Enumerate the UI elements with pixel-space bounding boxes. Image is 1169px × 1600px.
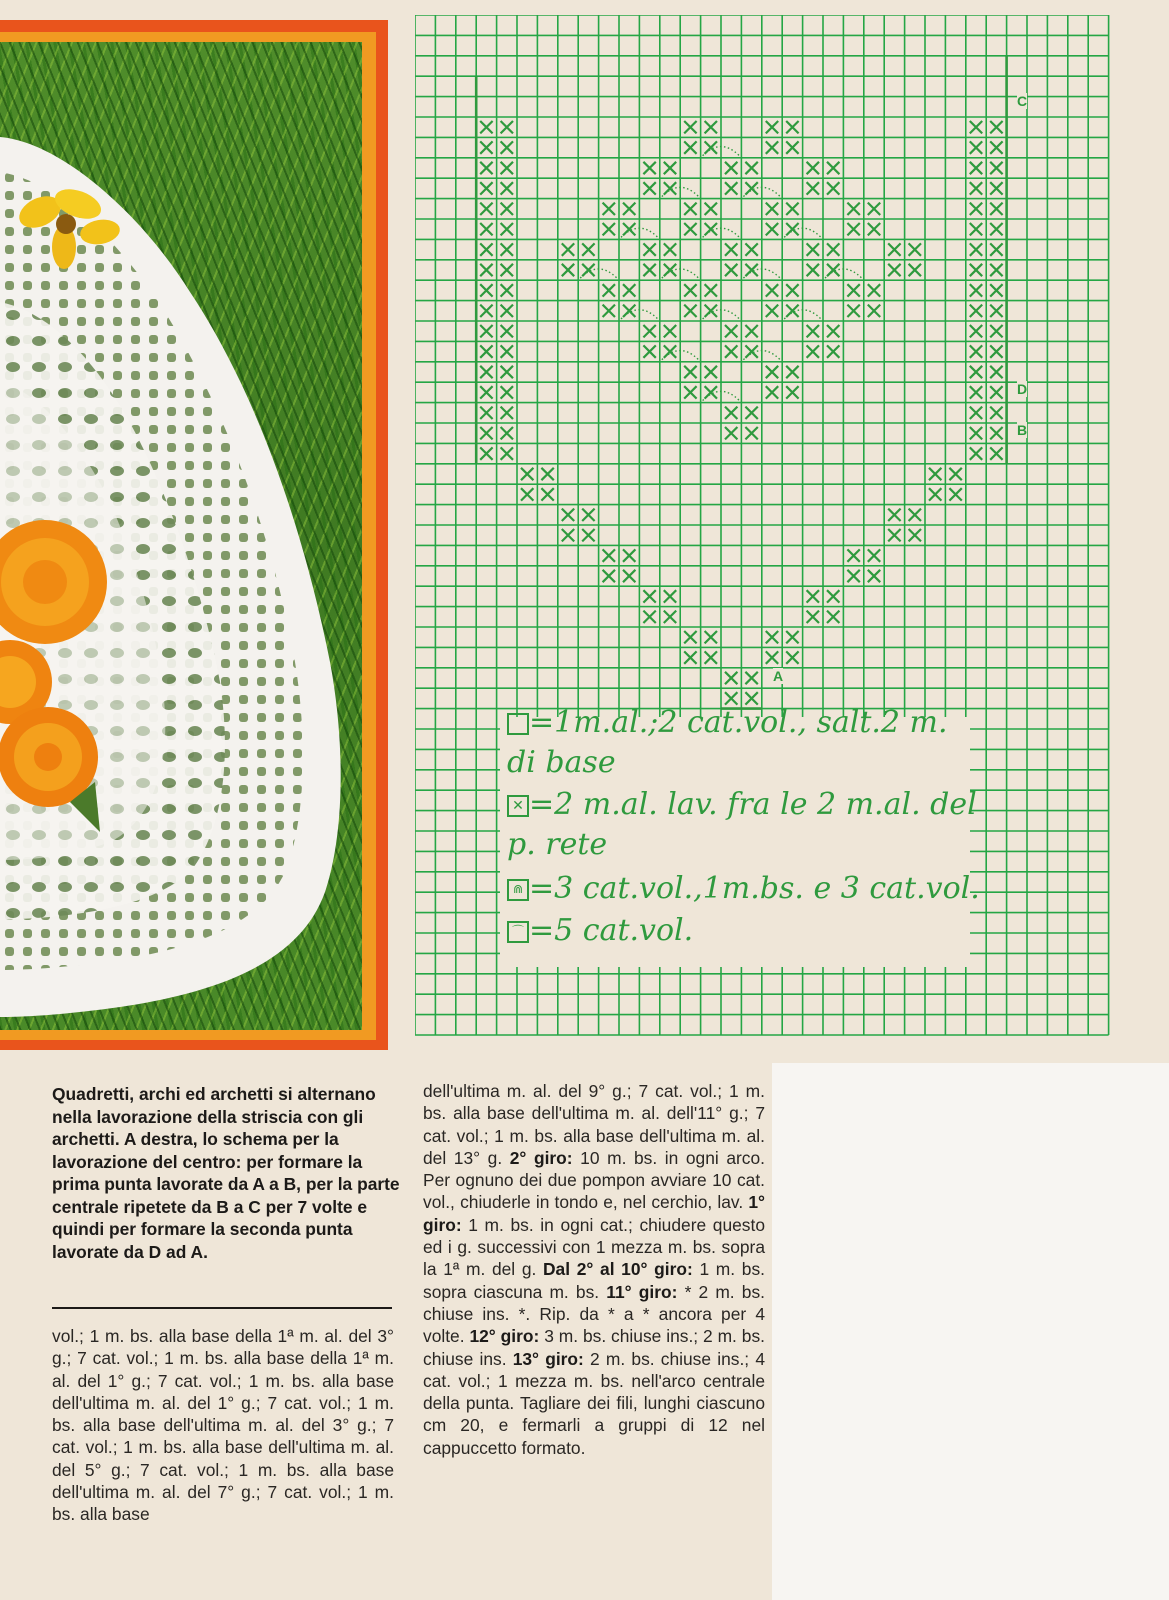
- filled-block: [600, 281, 618, 299]
- filled-block: [804, 240, 822, 258]
- filled-block: [681, 302, 699, 320]
- filled-block: [498, 118, 516, 136]
- filled-block: [763, 138, 781, 156]
- filled-block: [844, 220, 862, 238]
- filled-block: [763, 383, 781, 401]
- filled-block: [844, 200, 862, 218]
- marker-b: B: [1017, 422, 1028, 438]
- filled-block: [477, 240, 495, 258]
- filled-block: [906, 240, 924, 258]
- filled-block: [681, 220, 699, 238]
- filled-block: [885, 506, 903, 524]
- filled-block: [661, 159, 679, 177]
- round-heading: 12° giro:: [469, 1326, 540, 1347]
- filled-block: [967, 220, 985, 238]
- filled-block: [804, 179, 822, 197]
- filled-block: [967, 444, 985, 462]
- filled-block: [579, 506, 597, 524]
- filled-block: [640, 159, 658, 177]
- legend-row-1b: [507, 745, 616, 780]
- legend-text-1a: =1m.al.;2 cat.vol., salt.2 m.: [529, 705, 948, 740]
- filled-block: [824, 240, 842, 258]
- legend-row-2: [507, 787, 977, 822]
- body-run: dell'ultima m. al. del 9° g.; 7 cat. vol.; 1 m. bs. alla base dell'ultima m. al. dell'11° g.; 7 cat. vol.; 1 m. bs. alla base dell'ultima m. al. del 13° g.: [423, 1081, 765, 1168]
- filled-block: [640, 587, 658, 605]
- filled-block: [600, 200, 618, 218]
- filled-block: [477, 404, 495, 422]
- filled-block: [661, 608, 679, 626]
- filled-block: [702, 200, 720, 218]
- filled-block: [824, 179, 842, 197]
- filled-block: [967, 302, 985, 320]
- filled-block: [844, 567, 862, 585]
- filled-block: [967, 404, 985, 422]
- filet-chart: [415, 15, 1135, 1055]
- filled-block: [498, 240, 516, 258]
- filled-block: [477, 444, 495, 462]
- photo-frame: [0, 20, 388, 1050]
- marker-a: A: [773, 668, 784, 684]
- filled-block: [987, 281, 1005, 299]
- legend-row-4: [507, 913, 693, 948]
- filled-block: [987, 444, 1005, 462]
- filled-block: [498, 342, 516, 360]
- filled-block: [477, 200, 495, 218]
- caption-divider: [52, 1307, 392, 1309]
- filled-block: [987, 404, 1005, 422]
- filled-block: [681, 363, 699, 381]
- filled-block: [946, 465, 964, 483]
- filled-block: [620, 567, 638, 585]
- arc-stitch-icon: ⌒: [507, 921, 529, 943]
- filled-block: [824, 608, 842, 626]
- figure-caption: Quadretti, archi ed archetti si alternano nella lavorazione della striscia con gli archetti. A destra, lo schema per la lavorazione del centro: per formare la prima punta lavorate da A a B, per la parte centrale ripetete da B a C per 7 volte e quindi per formare la seconda punta lavorate da D ad A.: [52, 1084, 400, 1262]
- filled-block: [906, 526, 924, 544]
- filled-block: [906, 506, 924, 524]
- filled-block: [987, 322, 1005, 340]
- body-run: * 2 m. bs. chiuse ins. *. Rip. da * a * ancora per 4 volte.: [423, 1281, 765, 1347]
- filled-block: [804, 261, 822, 279]
- filled-block: [987, 342, 1005, 360]
- filled-block: [722, 322, 740, 340]
- body-run: 3 m. bs. chiuse ins.; 2 m. bs. chiuse ins.: [423, 1326, 765, 1369]
- filled-block: [987, 363, 1005, 381]
- filled-block: [926, 485, 944, 503]
- filled-block: [783, 363, 801, 381]
- filled-block: [804, 322, 822, 340]
- filled-block: [640, 240, 658, 258]
- filled-block: [498, 444, 516, 462]
- arch-stitch-icon: ⋒: [507, 879, 529, 901]
- filled-block: [967, 383, 985, 401]
- photo-border: [0, 32, 376, 1040]
- legend-text-1b: di base: [507, 745, 616, 780]
- filled-block: [967, 261, 985, 279]
- filled-block: [763, 200, 781, 218]
- filled-block: [477, 118, 495, 136]
- filled-block: [579, 240, 597, 258]
- filled-block: [477, 159, 495, 177]
- filled-block: [559, 261, 577, 279]
- filled-block: [681, 648, 699, 666]
- filled-block: [804, 608, 822, 626]
- filled-block: [477, 261, 495, 279]
- filled-block: [987, 179, 1005, 197]
- filled-block: [620, 546, 638, 564]
- legend-row-3: [507, 871, 980, 906]
- filled-block: [824, 159, 842, 177]
- filled-block: [681, 383, 699, 401]
- filled-block: [865, 302, 883, 320]
- filled-block: [783, 628, 801, 646]
- filled-block: [681, 138, 699, 156]
- filled-block: [987, 261, 1005, 279]
- filled-block: [865, 567, 883, 585]
- filled-block: [498, 200, 516, 218]
- filled-block: [640, 179, 658, 197]
- filled-block: [885, 261, 903, 279]
- filled-block: [824, 322, 842, 340]
- open-square-icon: [507, 713, 529, 735]
- filled-block: [722, 424, 740, 442]
- filled-block: [865, 200, 883, 218]
- filled-block: [498, 302, 516, 320]
- body-run: 1 m. bs. in ogni cat.; chiudere questo ed i g. successivi con 1 mezza m. bs. sopra la 1ª m. del g.: [423, 1214, 765, 1280]
- filled-block: [620, 200, 638, 218]
- filled-block: [498, 322, 516, 340]
- filled-block: [763, 302, 781, 320]
- filled-block: [967, 118, 985, 136]
- filled-block: [498, 404, 516, 422]
- filled-block: [763, 648, 781, 666]
- filled-block: [987, 220, 1005, 238]
- filled-block: [844, 281, 862, 299]
- filled-block: [783, 200, 801, 218]
- filled-block: [763, 118, 781, 136]
- filled-block: [498, 424, 516, 442]
- filled-block: [640, 322, 658, 340]
- filled-block: [702, 628, 720, 646]
- filled-block: [967, 200, 985, 218]
- filled-block: [987, 159, 1005, 177]
- filled-block: [742, 240, 760, 258]
- filled-block: [702, 648, 720, 666]
- marker-d: D: [1017, 381, 1028, 397]
- filled-block: [926, 465, 944, 483]
- filled-block: [967, 240, 985, 258]
- filled-block: [661, 587, 679, 605]
- filled-block: [783, 383, 801, 401]
- filled-block: [967, 281, 985, 299]
- filled-block: [498, 138, 516, 156]
- filled-block: [498, 383, 516, 401]
- filled-block: [763, 363, 781, 381]
- legend-text-2a: =2 m.al. lav. fra le 2 m.al. del: [529, 787, 977, 822]
- filled-block: [906, 261, 924, 279]
- filled-block: [498, 261, 516, 279]
- filled-block: [640, 608, 658, 626]
- filled-block: [559, 526, 577, 544]
- legend-text-2b: p. rete: [507, 827, 608, 862]
- filled-block: [681, 281, 699, 299]
- filled-block: [783, 281, 801, 299]
- filled-block: [579, 526, 597, 544]
- filled-block: [498, 220, 516, 238]
- filled-block: [681, 118, 699, 136]
- filled-block: [987, 138, 1005, 156]
- body-run: 10 m. bs. in ogni arco. Per ognuno dei due pompon avviare 10 cat. vol., chiuderle in tondo e, nel cerchio, lav.: [423, 1147, 765, 1213]
- filled-block: [844, 546, 862, 564]
- filled-block: [640, 261, 658, 279]
- round-heading: 1° giro:: [423, 1192, 765, 1235]
- filled-block: [477, 138, 495, 156]
- filled-block: [865, 546, 883, 564]
- legend-row-1: [507, 705, 948, 740]
- filled-block: [477, 281, 495, 299]
- filled-block: [865, 220, 883, 238]
- filled-block: [783, 648, 801, 666]
- filled-block: [681, 200, 699, 218]
- filled-block: [742, 424, 760, 442]
- filled-block: [967, 424, 985, 442]
- filled-block: [763, 220, 781, 238]
- body-text-right: [423, 1080, 765, 1459]
- filled-block: [987, 200, 1005, 218]
- filled-block: [742, 669, 760, 687]
- filled-block: [804, 587, 822, 605]
- round-heading: Dal 2° al 10° giro:: [543, 1259, 693, 1280]
- filled-block: [600, 302, 618, 320]
- filled-block: [518, 485, 536, 503]
- filled-block: [804, 159, 822, 177]
- filled-block: [824, 587, 842, 605]
- filled-block: [498, 179, 516, 197]
- filled-block: [987, 424, 1005, 442]
- filled-block: [661, 322, 679, 340]
- filled-block: [885, 240, 903, 258]
- filled-block: [946, 485, 964, 503]
- filled-block: [559, 240, 577, 258]
- filled-block: [600, 546, 618, 564]
- filled-block: [967, 342, 985, 360]
- filled-block: [538, 465, 556, 483]
- filled-block: [538, 485, 556, 503]
- filled-block: [783, 118, 801, 136]
- body-run: 1 m. bs. sopra ciascuna m. bs.: [423, 1259, 765, 1302]
- marker-c: C: [1017, 93, 1028, 109]
- blank-corner: [772, 1063, 1169, 1600]
- body-run: 2 m. bs. chiuse ins.; 4 cat. vol.; 1 mezza m. bs. nell'arco centrale della punta. Tagliare dei fili, lunghi ciascuno cm 20, e fermarli a gruppi di 12 nel cappuccetto formato.: [423, 1348, 765, 1458]
- filled-block: [620, 281, 638, 299]
- filled-block: [702, 363, 720, 381]
- filled-block: [477, 363, 495, 381]
- filled-block: [600, 220, 618, 238]
- filled-block: [477, 179, 495, 197]
- filled-block: [987, 302, 1005, 320]
- filled-block: [967, 363, 985, 381]
- filled-block: [742, 404, 760, 422]
- filled-block: [824, 342, 842, 360]
- filled-block: [722, 342, 740, 360]
- legend-text-3: =3 cat.vol.,1m.bs. e 3 cat.vol.: [529, 871, 980, 906]
- filled-block: [763, 281, 781, 299]
- doily-illustration: [0, 42, 362, 1030]
- body-text-left: vol.; 1 m. bs. alla base della 1ª m. al. del 3° g.; 7 cat. vol.; 1 m. bs. alla base della 1ª m. al. del 1° g.; 7 cat. vol.; 1 m. bs. alla base dell'ultima m. al. del 1° g.; 7 cat. vol.; 1 m. bs. alla base dell'ultima m. al. del 3° g.; 7 cat. vol.; 1 m. bs. alla base dell'ultima m. al. del 5° g.; 7 cat. vol.; 1 m. bs. alla base dell'ultima m. al. del 7° g.; 7 cat. vol.; 1 m. bs. alla base: [52, 1326, 394, 1525]
- filled-block: [661, 240, 679, 258]
- filled-block: [477, 322, 495, 340]
- filled-block: [477, 302, 495, 320]
- filled-block: [498, 363, 516, 381]
- filled-block: [702, 281, 720, 299]
- filled-block: [742, 159, 760, 177]
- filled-block: [498, 159, 516, 177]
- round-heading: 2° giro:: [509, 1147, 573, 1168]
- filled-block: [477, 424, 495, 442]
- filled-block: [722, 404, 740, 422]
- filled-block: [987, 240, 1005, 258]
- round-heading: 11° giro:: [606, 1281, 678, 1302]
- legend-text-4: =5 cat.vol.: [529, 913, 694, 948]
- filled-block: [600, 567, 618, 585]
- filled-block: [477, 342, 495, 360]
- filled-block: [987, 383, 1005, 401]
- filled-block: [477, 383, 495, 401]
- filled-block: [885, 526, 903, 544]
- filled-block: [702, 118, 720, 136]
- doily-photo: [0, 42, 362, 1030]
- filled-block: [722, 261, 740, 279]
- crossed-square-icon: ✕: [507, 795, 529, 817]
- filled-block: [967, 159, 985, 177]
- filled-block: [640, 342, 658, 360]
- filled-block: [559, 506, 577, 524]
- filled-block: [967, 179, 985, 197]
- filled-block: [865, 281, 883, 299]
- filled-block: [967, 322, 985, 340]
- filled-block: [783, 138, 801, 156]
- round-heading: 13° giro:: [512, 1348, 584, 1369]
- filled-block: [518, 465, 536, 483]
- filled-block: [477, 220, 495, 238]
- filled-block: [804, 342, 822, 360]
- legend-row-2b: [507, 827, 607, 862]
- filled-block: [722, 179, 740, 197]
- filled-block: [722, 240, 740, 258]
- filled-block: [681, 628, 699, 646]
- filled-block: [763, 628, 781, 646]
- filled-block: [498, 281, 516, 299]
- filled-block: [742, 322, 760, 340]
- filled-block: [987, 118, 1005, 136]
- filled-block: [967, 138, 985, 156]
- filled-block: [844, 302, 862, 320]
- filled-block: [722, 159, 740, 177]
- filled-block: [722, 669, 740, 687]
